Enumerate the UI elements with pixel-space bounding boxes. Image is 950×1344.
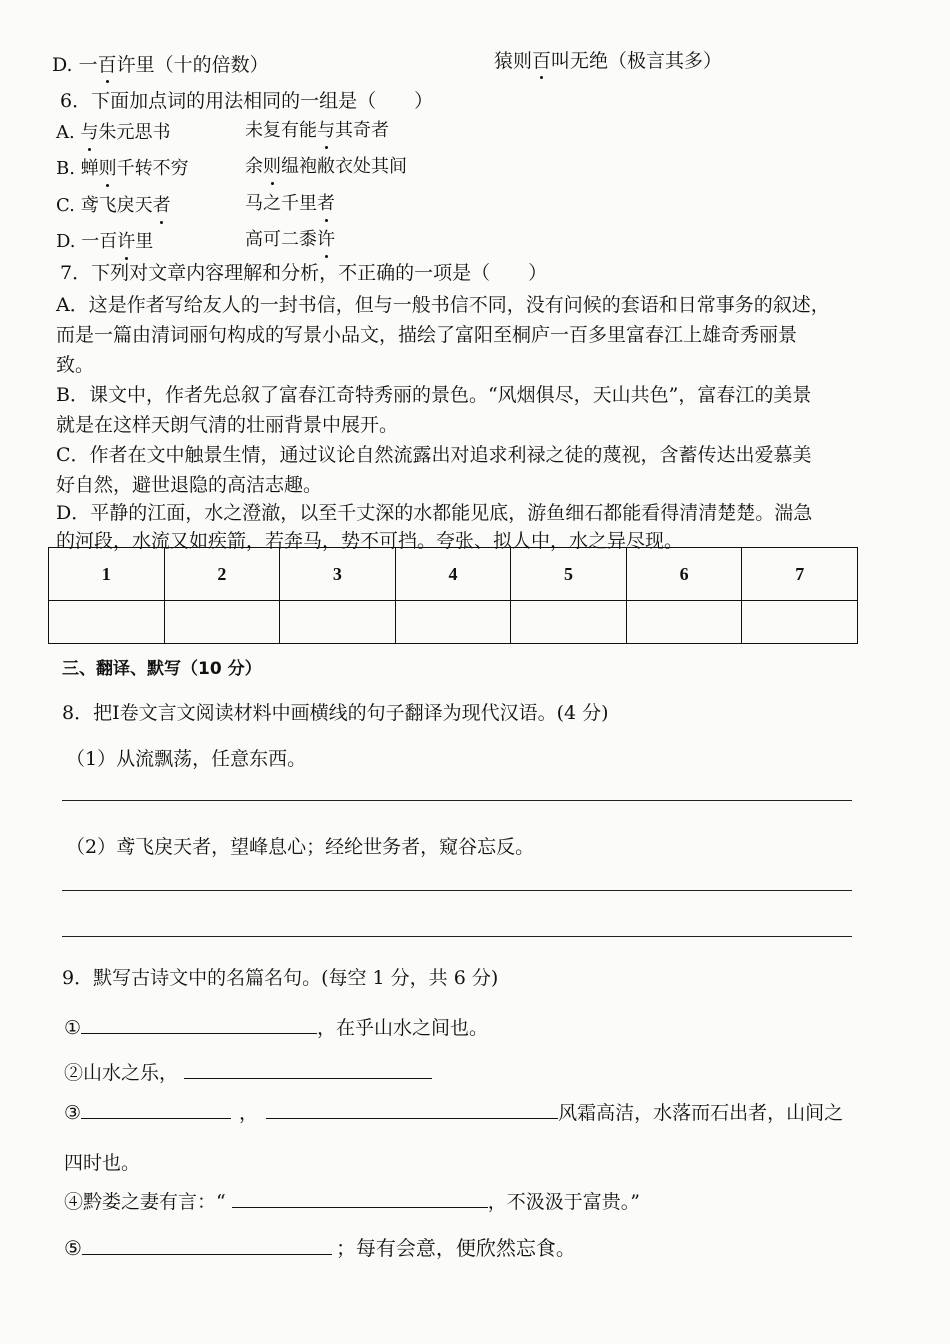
- q7-line: D．平静的江面，水之澄澈，以至千丈深的水都能见底，游鱼细石都能看得清清楚楚。湍急: [56, 502, 813, 524]
- emphasis-dot-char: 则: [99, 156, 117, 182]
- answer-cell[interactable]: [280, 601, 396, 644]
- answer-cell[interactable]: [49, 601, 165, 644]
- answer-cell[interactable]: [742, 601, 858, 644]
- answer-col-header: 4: [395, 548, 511, 601]
- fill-blank[interactable]: [81, 1098, 231, 1119]
- q7-stem: 7．下列对文章内容理解和分析，不正确的一项是（ ）: [60, 262, 548, 284]
- answer-col-header: 3: [280, 548, 396, 601]
- q7-line: 好自然，避世退隐的高洁志趣。: [56, 474, 323, 496]
- emphasis-dot-char: 者: [153, 193, 171, 219]
- q7-line: 的河段，水流又如疾箭，若奔马，势不可挡。夸张、拟人中，水之异尽现。: [56, 530, 684, 552]
- fill-blank[interactable]: [184, 1058, 432, 1079]
- q8-item-1: （1）从流飘荡，任意东西。: [66, 748, 307, 770]
- answer-col-header: 7: [742, 548, 858, 601]
- q6-option-d-right: 高可二黍许: [245, 227, 335, 253]
- q7-line: A．这是作者写给友人的一封书信，但与一般书信不同，没有问候的套语和日常事务的叙述，: [56, 294, 830, 316]
- q6-stem: 6．下面加点词的用法相同的一组是（ ）: [60, 90, 434, 112]
- q7-line: 就是在这样天朗气清的壮丽背景中展开。: [56, 414, 399, 436]
- fill-blank[interactable]: [82, 1234, 332, 1255]
- q8-answer-line-2[interactable]: [62, 890, 852, 891]
- emphasis-dot-char: 许: [317, 227, 335, 253]
- q8-item-2: （2）鸢飞戾天者，望峰息心；经纶世务者，窥谷忘反。: [66, 836, 535, 858]
- prev-option-d-right: 猿则百叫无绝（极言其多）: [494, 50, 723, 72]
- q7-line: 致。: [56, 354, 95, 376]
- answer-col-header: 6: [626, 548, 742, 601]
- q9-item-4: ④黔娄之妻有言：“ ，不汲汲于富贵。”: [64, 1187, 640, 1215]
- q6-option-a-right: 未复有能与其奇者: [245, 118, 389, 144]
- answer-cell[interactable]: [511, 601, 627, 644]
- answer-cell[interactable]: [395, 601, 511, 644]
- q9-stem: 9．默写古诗文中的名篇名句。(每空 1 分，共 6 分): [62, 967, 499, 989]
- q6-option-b-left: B. 蝉则千转不穷: [56, 156, 189, 182]
- fill-blank[interactable]: [266, 1098, 558, 1119]
- answer-cell[interactable]: [164, 601, 280, 644]
- q8-answer-line-1[interactable]: [62, 800, 852, 801]
- fill-blank[interactable]: [81, 1013, 317, 1034]
- answer-cell[interactable]: [626, 601, 742, 644]
- emphasis-dot-char: 则: [263, 154, 281, 180]
- emphasis-dot-char: 许: [117, 229, 135, 255]
- answer-col-header: 5: [511, 548, 627, 601]
- q7-line: C．作者在文中触景生情，通过议论自然流露出对追求利禄之徒的蔑视，含蓄传达出爱慕美: [56, 444, 812, 466]
- answer-col-header: 1: [49, 548, 165, 601]
- emphasis-dot-char: 百: [97, 54, 117, 76]
- emphasis-dot-char: 者: [317, 191, 335, 217]
- answer-table: [48, 547, 858, 644]
- q8-stem: 8．把Ⅰ卷文言文阅读材料中画横线的句子翻译为现代汉语。(4 分): [62, 702, 609, 724]
- q9-item-5: ⑤ ；每有会意，便欣然忘食。: [64, 1236, 576, 1260]
- q9-item-3-cont: 四时也。: [64, 1152, 141, 1174]
- q6-option-b-right: 余则缊袍敝衣处其间: [245, 154, 407, 180]
- q9-item-3: ③ ， 风霜高洁，水落而石出者，山间之: [64, 1098, 843, 1126]
- q9-item-1: ① ，在乎山水之间也。: [64, 1013, 488, 1041]
- emphasis-dot-char: 与: [80, 120, 98, 146]
- q6-option-c-left: C. 鸢飞戾天者: [56, 193, 171, 219]
- emphasis-dot-char: 与: [317, 118, 335, 144]
- prev-option-d-left: D. 一百许里（十的倍数）: [52, 54, 269, 76]
- q9-item-2: ②山水之乐，: [64, 1058, 432, 1086]
- emphasis-dot-char: 百: [532, 50, 552, 72]
- q8-answer-line-3[interactable]: [62, 936, 852, 937]
- q6-option-d-left: D. 一百许里: [56, 229, 153, 255]
- q6-option-a-left: A. 与朱元思书: [56, 120, 170, 146]
- q6-option-c-right: 马之千里者: [245, 191, 335, 217]
- answer-col-header: 2: [164, 548, 280, 601]
- q7-line: B．课文中，作者先总叙了富春江奇特秀丽的景色。“风烟俱尽，天山共色”，富春江的美景: [56, 384, 812, 406]
- q7-line: 而是一篇由清词丽句构成的写景小品文，描绘了富阳至桐庐一百多里富春江上雄奇秀丽景: [56, 324, 798, 346]
- section-3-title: 三、翻译、默写（10 分）: [62, 659, 262, 679]
- fill-blank[interactable]: [232, 1187, 488, 1208]
